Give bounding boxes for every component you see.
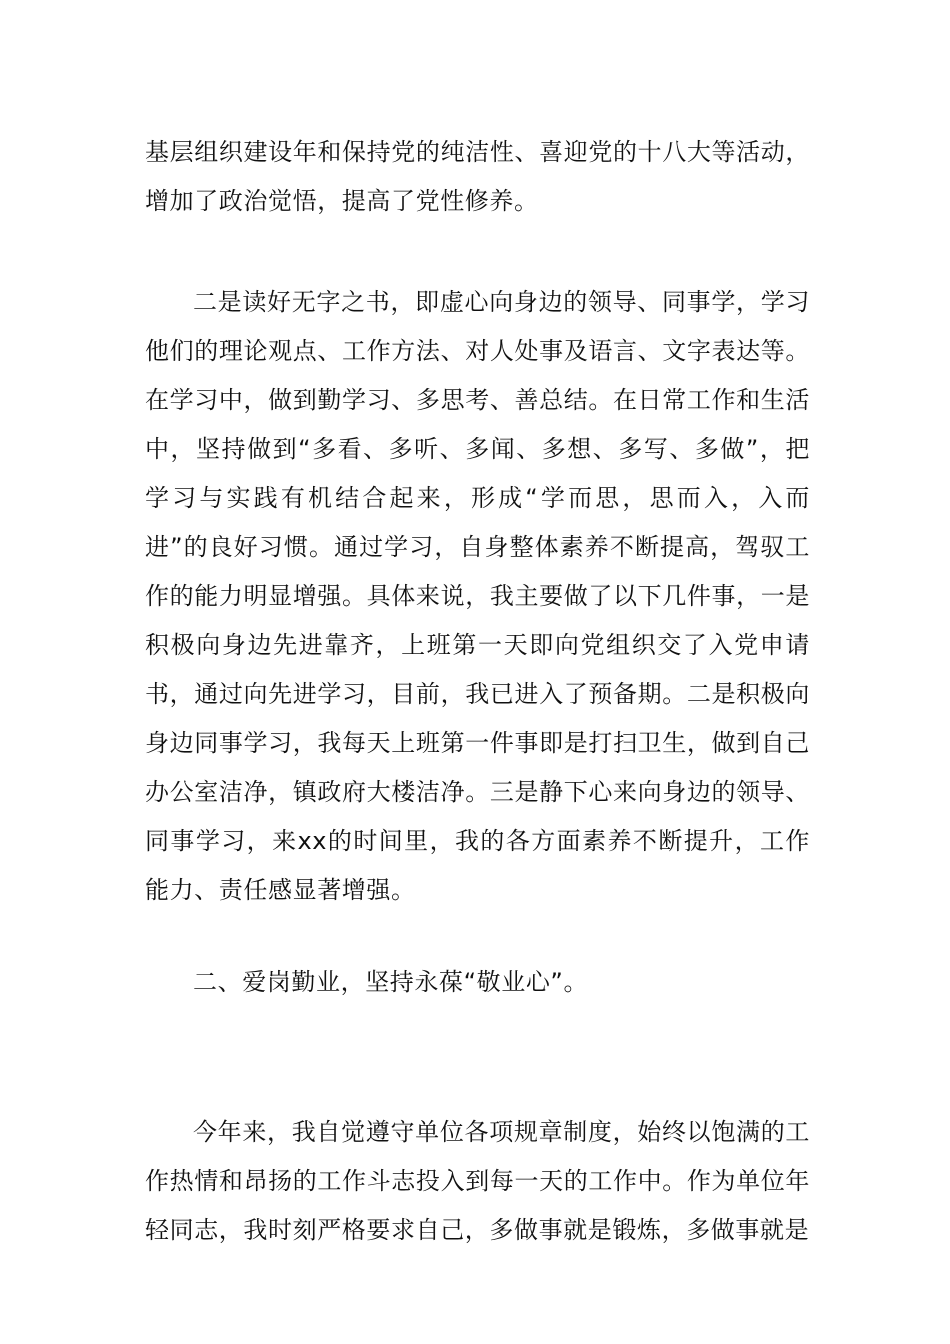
paragraph-second-point: 二是读好无字之书，即虚心向身边的领导、同事学，学习他们的理论观点、工作方法、对人处事及语言、文字表达等。在学习中，做到勤学习、多思考、善总结。在日常工作和生活中，坚持做到“多看、多听、多闻、多想、多写、多做”，把学习与实践有机结合起来，形成“学而思，思而入，入而进”的良好习惯。通过学习，自身整体素养不断提高，驾驭工作的能力明显增强。具体来说，我主要做了以下几件事，一是积极向身边先进靠齐，上班第一天即向党组织交了入党申请书，通过向先进学习，目前，我已进入了预备期。二是积极向身边同事学习，我每天上班第一件事即是打扫卫生，做到自己办公室洁净，镇政府大楼洁净。三是静下心来向身边的领导、同事学习，来xx的时间里，我的各方面素养不断提升，工作能力、责任感显著增强。 — [145, 288, 810, 904]
paragraph-dedication: 今年来，我自觉遵守单位各项规章制度，始终以饱满的工作热情和昂扬的工作斗志投入到每一天的工作中。作为单位年轻同志，我时刻严格要求自己，多做事就是锻炼，多做事就是 — [145, 1118, 810, 1244]
paragraph-continued: 基层组织建设年和保持党的纯洁性、喜迎党的十八大等活动，增加了政治觉悟，提高了党性修养。 — [145, 138, 810, 215]
section-heading: 二、爱岗勤业，坚持永葆“敬业心”。 — [193, 968, 589, 996]
